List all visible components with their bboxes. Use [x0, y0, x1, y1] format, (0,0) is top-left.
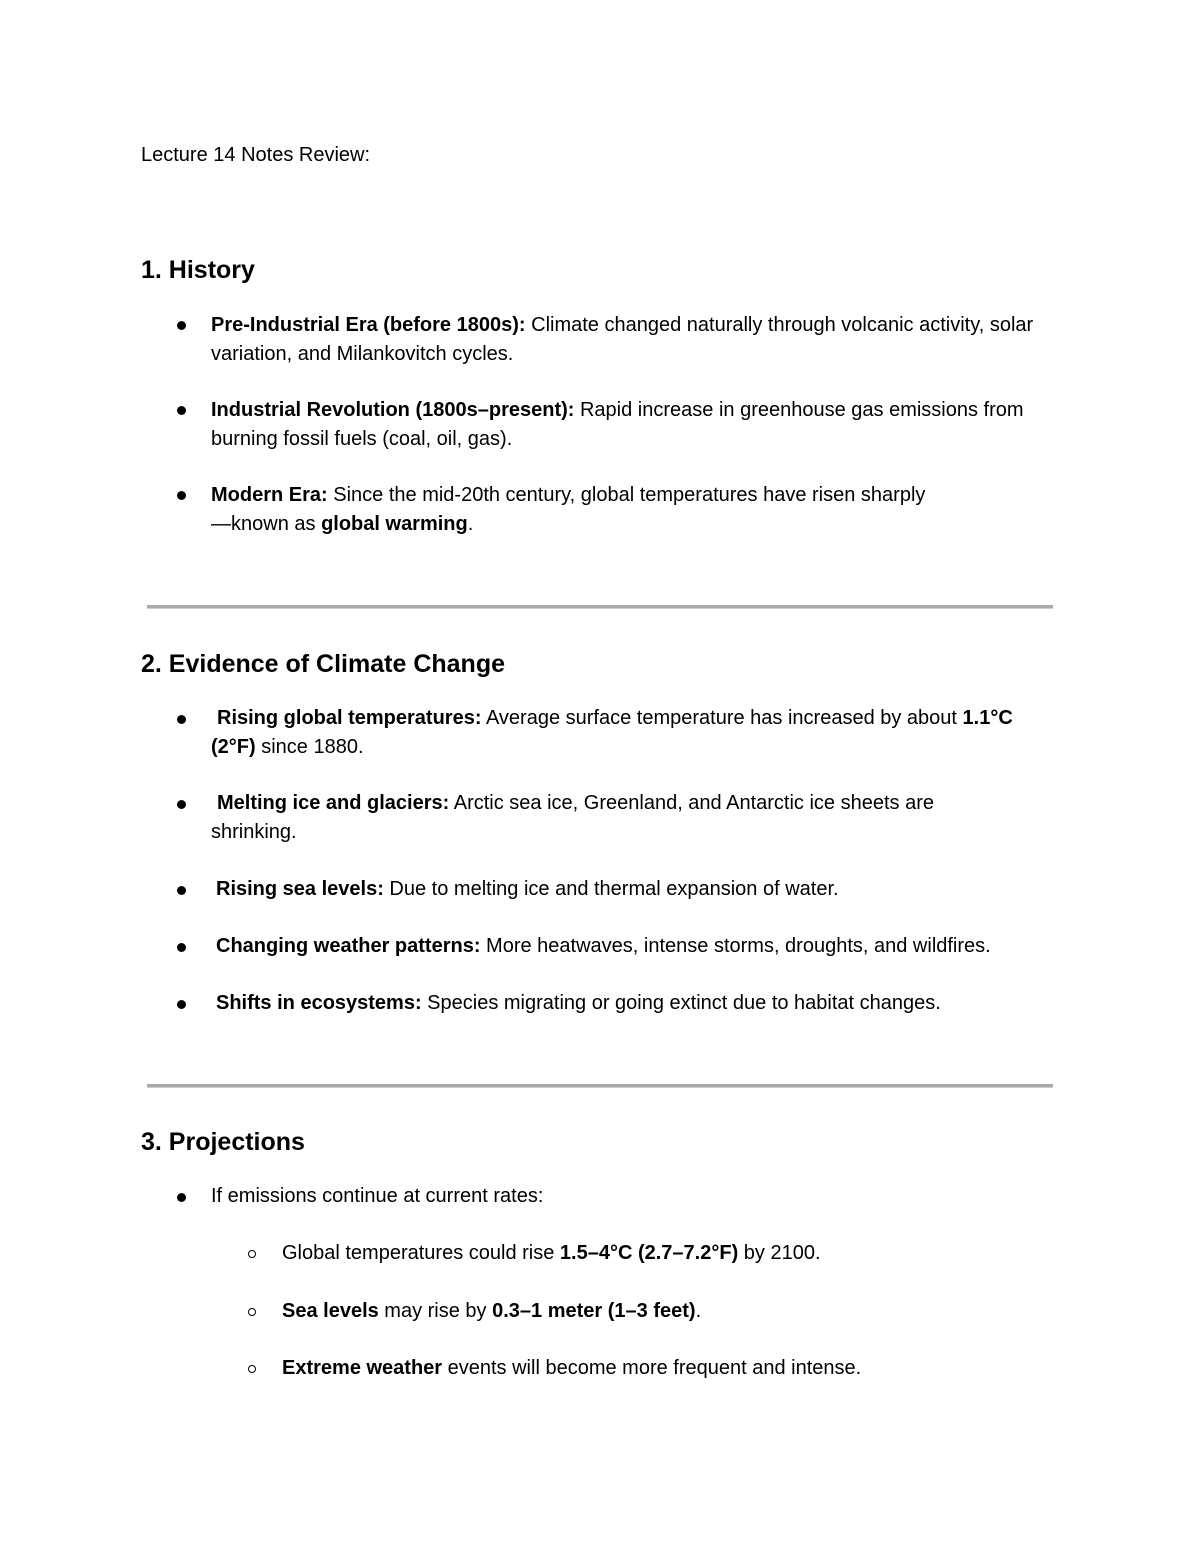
section-heading-history: 1. History — [141, 256, 255, 284]
hollow-bullet-icon — [248, 1365, 256, 1373]
list-item — [216, 932, 1076, 961]
item-text-end: . — [467, 512, 474, 535]
item-label: Melting ice and glaciers: — [217, 792, 450, 814]
bullet-icon — [177, 321, 186, 330]
list-item — [211, 1182, 1061, 1211]
item-label: Modern Era: — [211, 484, 328, 506]
item-label: Sea levels — [282, 1300, 379, 1322]
bullet-icon — [177, 1193, 186, 1202]
sub-list-item — [282, 1354, 1082, 1383]
item-label: Rising global temperatures: — [217, 707, 482, 729]
item-text: Global temperatures could rise — [282, 1242, 560, 1264]
section-divider — [147, 1084, 1053, 1088]
item-emphasis: 0.3–1 meter (1–3 feet) — [492, 1300, 696, 1322]
item-text: may rise by — [378, 1300, 493, 1322]
bullet-icon — [177, 491, 186, 500]
item-label: Pre-Industrial Era (before 1800s): — [211, 314, 526, 336]
list-item — [211, 396, 1061, 453]
sub-list-item — [282, 1297, 1082, 1326]
bullet-icon — [177, 715, 186, 724]
item-text: More heatwaves, intense storms, droughts, and wildfires. — [480, 935, 991, 957]
section-heading-projections: 3. Projections — [141, 1128, 305, 1156]
item-text: Species migrating or going extinct due to habitat changes. — [421, 992, 941, 1014]
item-label: Shifts in ecosystems: — [216, 992, 422, 1014]
item-label: Industrial Revolution (1800s–present): — [211, 399, 575, 421]
item-text: If emissions continue at current rates: — [211, 1185, 544, 1207]
bullet-icon — [177, 800, 186, 809]
item-text: Since the mid-20th century, global temperatures have risen sharply—known as — [211, 484, 926, 535]
hollow-bullet-icon — [248, 1308, 256, 1316]
list-item — [211, 789, 1011, 846]
bullet-icon — [177, 1000, 186, 1009]
list-item — [211, 704, 1061, 761]
list-item — [211, 311, 1061, 368]
item-emphasis: 1.5–4°C (2.7–7.2°F) — [559, 1242, 739, 1264]
item-text-end: since 1880. — [255, 735, 364, 758]
document-title: Lecture 14 Notes Review: — [141, 144, 371, 166]
item-text: Rapid increase in greenhouse gas emissions from burning fossil fuels (coal, oil, gas). — [211, 399, 1024, 450]
item-label: Rising sea levels: — [216, 878, 384, 900]
item-text: events will become more frequent and intense. — [442, 1357, 862, 1379]
item-emphasis: 1.1°C (2°F) — [211, 707, 1013, 758]
sub-list-item — [282, 1239, 1082, 1268]
list-item — [216, 875, 1066, 904]
bullet-icon — [177, 943, 186, 952]
hollow-bullet-icon — [248, 1250, 256, 1258]
list-item — [216, 989, 1066, 1018]
item-label: Extreme weather — [282, 1357, 443, 1379]
list-item — [211, 481, 931, 538]
item-text-end: by 2100. — [738, 1242, 821, 1264]
bullet-icon — [177, 886, 186, 895]
item-text: Arctic sea ice, Greenland, and Antarctic ice sheets are shrinking. — [211, 792, 934, 843]
section-heading-evidence: 2. Evidence of Climate Change — [141, 650, 505, 678]
item-label: Changing weather patterns: — [216, 935, 481, 957]
item-text-end: . — [695, 1300, 702, 1322]
item-text: Due to melting ice and thermal expansion of water. — [383, 878, 839, 900]
bullet-icon — [177, 406, 186, 415]
item-text: Average surface temperature has increased by about — [481, 707, 963, 729]
item-text: Climate changed naturally through volcanic activity, solar variation, and Milankovitch cycles. — [211, 314, 1034, 365]
section-divider — [147, 605, 1053, 609]
item-emphasis: global warming — [321, 512, 468, 535]
